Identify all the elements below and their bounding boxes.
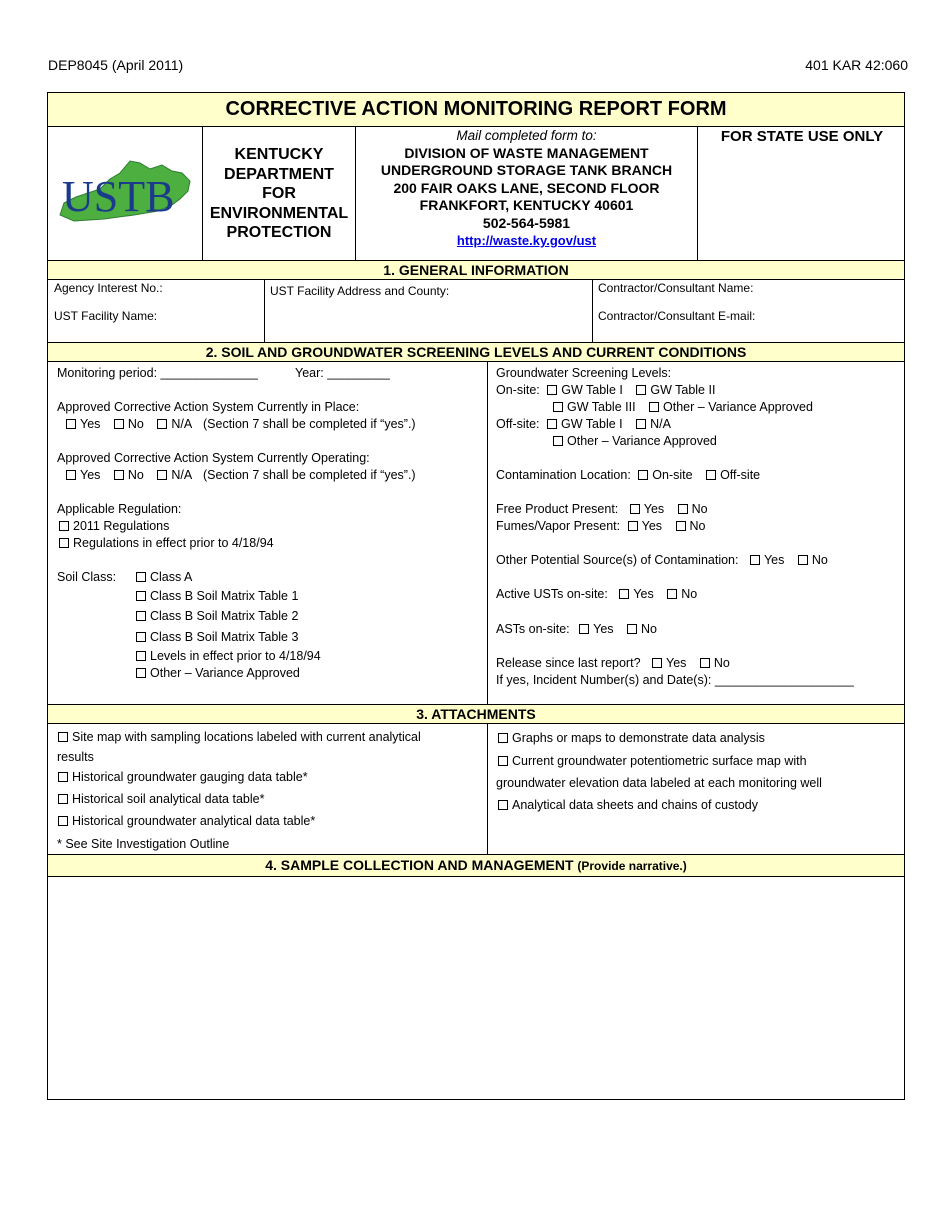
checkbox[interactable]: [628, 521, 638, 531]
checkbox[interactable]: [627, 624, 637, 634]
release-row: Release since last report? Yes No: [496, 656, 730, 670]
soil-class-option: Class B Soil Matrix Table 2: [136, 609, 298, 624]
checkbox[interactable]: [58, 732, 68, 742]
divider: [697, 127, 698, 260]
soil-class-option: Other – Variance Approved: [136, 666, 300, 681]
form-number: DEP8045 (April 2011): [48, 57, 184, 73]
section-3-header: 3. ATTACHMENTS: [48, 704, 904, 724]
checkbox[interactable]: [553, 436, 563, 446]
checkbox[interactable]: [706, 470, 716, 480]
agency-line: KENTUCKY: [234, 146, 324, 163]
checkbox[interactable]: [636, 385, 646, 395]
gw-offsite-row-2: Other – Variance Approved: [553, 434, 717, 449]
soil-class-option: Class B Soil Matrix Table 1: [136, 589, 298, 604]
website-link[interactable]: http://waste.ky.gov/ust: [456, 233, 597, 248]
soil-class-option: Class B Soil Matrix Table 3: [136, 630, 298, 645]
gw-screening-label: Groundwater Screening Levels:: [496, 366, 672, 380]
soil-table-option: Historical soil analytical data table*: [58, 792, 264, 807]
kentucky-map-icon: [54, 155, 196, 231]
checkbox[interactable]: [58, 816, 68, 826]
system-in-place-label: Approved Corrective Action System Currently in Place:: [57, 400, 360, 414]
agency-line: FOR: [262, 185, 296, 203]
checkbox[interactable]: [498, 800, 508, 810]
checkbox[interactable]: [579, 624, 589, 634]
divider: [264, 280, 265, 342]
checkbox[interactable]: [136, 632, 146, 642]
checkbox[interactable]: [750, 555, 760, 565]
checkbox[interactable]: [700, 658, 710, 668]
section-4-header: 4. SAMPLE COLLECTION AND MANAGEMENT (Provide narrative.): [48, 854, 904, 877]
checkbox[interactable]: [136, 651, 146, 661]
incident-field[interactable]: If yes, Incident Number(s) and Date(s): ____________________: [496, 673, 854, 687]
analytical-sheets-option: Analytical data sheets and chains of custody: [498, 798, 758, 813]
facility-name-label: UST Facility Name:: [54, 309, 158, 323]
system-in-place-options: Yes No N/A (Section 7 shall be completed if “yes”.): [66, 417, 416, 432]
gw-analytical-table-option: Historical groundwater analytical data table*: [58, 814, 315, 829]
soil-class-option: Class A: [136, 570, 192, 585]
mail-division: DIVISION OF WASTE MANAGEMENT: [404, 144, 649, 161]
mail-branch: UNDERGROUND STORAGE TANK BRANCH: [380, 162, 673, 178]
active-usts-row: Active USTs on-site: Yes No: [496, 587, 698, 601]
regulation-citation: 401 KAR 42:060: [805, 57, 908, 73]
mail-intro: Mail completed form to:: [456, 128, 597, 143]
checkbox[interactable]: [547, 419, 557, 429]
agency-line: PROTECTION: [226, 224, 332, 242]
contractor-email-label: Contractor/Consultant E-mail:: [598, 309, 756, 323]
checkbox[interactable]: [498, 756, 508, 766]
potentiometric-option: Current groundwater potentiometric surface map with: [498, 754, 807, 769]
section-2-header: 2. SOIL AND GROUNDWATER SCREENING LEVELS AND CURRENT CONDITIONS: [48, 342, 904, 362]
agency-name: [203, 145, 355, 243]
ustb-logo: [54, 155, 196, 231]
checkbox[interactable]: [136, 668, 146, 678]
state-use-only: FOR STATE USE ONLY: [720, 128, 884, 145]
checkbox[interactable]: [638, 470, 648, 480]
checkbox[interactable]: [798, 555, 808, 565]
site-map-option: Site map with sampling locations labeled with current analytical: [58, 730, 421, 745]
checkbox[interactable]: [652, 658, 662, 668]
form-title: CORRECTIVE ACTION MONITORING REPORT FORM: [48, 93, 904, 127]
mail-city: FRANKFORT, KENTUCKY 40601: [419, 197, 634, 213]
checkbox[interactable]: [59, 521, 69, 531]
divider: [487, 362, 488, 704]
checkbox[interactable]: [619, 589, 629, 599]
mail-phone: 502-564-5981: [482, 214, 571, 231]
reg-prior-option: Regulations in effect prior to 4/18/94: [59, 536, 274, 551]
checkbox[interactable]: [59, 538, 69, 548]
checkbox[interactable]: [157, 419, 167, 429]
contamination-location-row: Contamination Location: On-site Off-site: [496, 468, 761, 482]
agency-line: DEPARTMENT: [224, 165, 334, 183]
applicable-regulation-label: Applicable Regulation:: [57, 502, 182, 516]
checkbox[interactable]: [649, 402, 659, 412]
checkbox[interactable]: [636, 419, 646, 429]
checkbox[interactable]: [630, 504, 640, 514]
site-map-option-cont: results: [57, 750, 94, 764]
divider: [487, 724, 488, 854]
site-investigation-footnote: * See Site Investigation Outline: [57, 837, 230, 851]
divider: [592, 280, 593, 342]
checkbox[interactable]: [676, 521, 686, 531]
other-sources-row: Other Potential Source(s) of Contamination: Yes No: [496, 553, 828, 567]
checkbox[interactable]: [58, 772, 68, 782]
checkbox[interactable]: [553, 402, 563, 412]
narrative-area[interactable]: [48, 877, 904, 1099]
checkbox[interactable]: [136, 611, 146, 621]
section-1-header: 1. GENERAL INFORMATION: [48, 260, 904, 280]
gauging-table-option: Historical groundwater gauging data table*: [58, 770, 308, 785]
mail-street: 200 FAIR OAKS LANE, SECOND FLOOR: [393, 179, 660, 196]
logo-text: USTB: [62, 172, 175, 221]
agency-interest-label: Agency Interest No.:: [54, 281, 163, 295]
asts-row: ASTs on-site: Yes No: [496, 622, 657, 636]
checkbox[interactable]: [547, 385, 557, 395]
checkbox[interactable]: [498, 733, 508, 743]
mailing-address: [356, 127, 697, 250]
checkbox[interactable]: [114, 470, 124, 480]
system-operating-label: Approved Corrective Action System Currently Operating:: [57, 451, 370, 465]
soil-class-label: Soil Class:: [57, 570, 117, 584]
checkbox[interactable]: [58, 794, 68, 804]
checkbox[interactable]: [157, 470, 167, 480]
free-product-row: Free Product Present: Yes No: [496, 502, 708, 516]
gw-onsite-row: On-site: GW Table I GW Table II: [496, 383, 716, 397]
checkbox[interactable]: [136, 591, 146, 601]
checkbox[interactable]: [136, 572, 146, 582]
checkbox[interactable]: [66, 470, 76, 480]
checkbox[interactable]: [114, 419, 124, 429]
checkbox[interactable]: [678, 504, 688, 514]
contractor-name-label: Contractor/Consultant Name:: [598, 281, 754, 295]
year-field[interactable]: Year: _________: [295, 366, 390, 380]
fumes-row: Fumes/Vapor Present: Yes No: [496, 519, 706, 533]
reg-2011-option: 2011 Regulations: [59, 519, 169, 534]
potentiometric-option-cont: groundwater elevation data labeled at each monitoring well: [496, 776, 822, 790]
checkbox[interactable]: [66, 419, 76, 429]
graphs-option: Graphs or maps to demonstrate data analysis: [498, 731, 765, 746]
soil-class-option: Levels in effect prior to 4/18/94: [136, 649, 321, 664]
facility-address-label: UST Facility Address and County:: [270, 284, 450, 298]
gw-offsite-row: Off-site: GW Table I N/A: [496, 417, 671, 431]
agency-line: ENVIRONMENTAL: [209, 204, 349, 222]
report-form: [47, 92, 905, 1100]
system-operating-options: Yes No N/A (Section 7 shall be completed if “yes”.): [66, 468, 416, 483]
checkbox[interactable]: [667, 589, 677, 599]
monitoring-period[interactable]: Monitoring period: ______________: [57, 366, 258, 380]
gw-onsite-row-2: GW Table III Other – Variance Approved: [553, 400, 813, 415]
